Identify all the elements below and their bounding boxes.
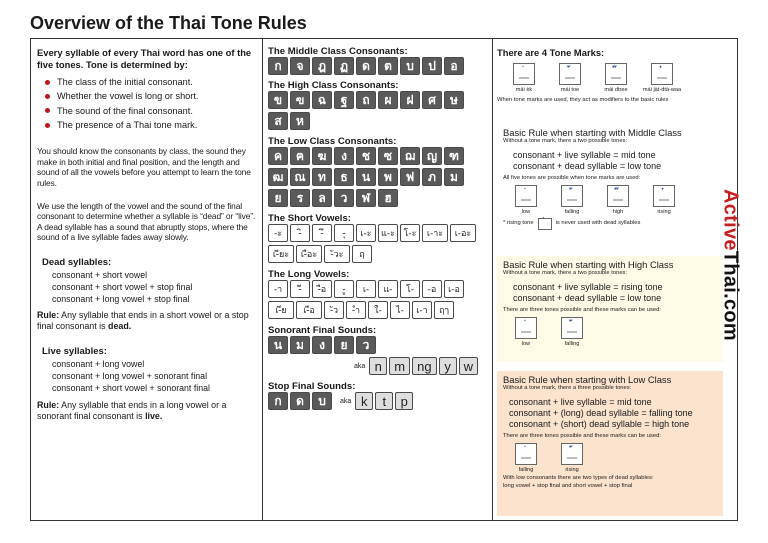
- vowel-key: แ-: [378, 280, 398, 298]
- bullet-icon: [45, 123, 50, 128]
- consonant-key: ท: [312, 168, 332, 186]
- dead-pattern: consonant + short vowel + stop final: [52, 281, 193, 292]
- tone-mark-icon: [559, 63, 581, 85]
- high-class-consonants: [268, 91, 490, 112]
- tone-mark-item: [547, 63, 593, 93]
- right-column: [497, 38, 723, 105]
- low-class-consonants: [268, 189, 490, 210]
- vowel-key: เ-ีย: [268, 301, 294, 319]
- consonant-key: ข: [268, 91, 288, 109]
- live-rule: Rule: Any syllable that ends in a long vowel or a sonorant final consonant is live.: [37, 399, 227, 421]
- sonorant-final-consonants: [268, 336, 490, 357]
- vowel-key: เ-ือ: [296, 301, 322, 319]
- tone-mark-label: low: [521, 341, 531, 348]
- consonant-key: ง: [334, 147, 354, 165]
- middle-rule-title: Basic Rule when starting with Middle Class: [503, 127, 682, 138]
- high-rule-equation: consonant + dead syllable = low tone: [513, 292, 662, 303]
- tone-mark-icon: [605, 63, 627, 85]
- dead-pattern: consonant + long vowel + stop final: [52, 293, 190, 304]
- dead-rule: Rule: Any syllable that ends in a short vowel or a stop final consonant is dead.: [37, 310, 249, 332]
- vowel-key: -ัวะ: [324, 245, 350, 263]
- consonant-key: ป: [422, 57, 442, 75]
- tone-mark-icon: [653, 185, 675, 207]
- high-tone-marks: [503, 317, 717, 347]
- consonant-key: ฐ: [334, 91, 354, 109]
- bullet-icon: [45, 80, 50, 85]
- vowel-key: -อ: [422, 280, 442, 298]
- consonant-key: ฑ: [444, 147, 464, 165]
- vowel-key: -ี: [290, 280, 310, 298]
- consonant-key: พ: [378, 168, 398, 186]
- middle-rule-subtitle: Without a tone mark, there a two possible tones:: [503, 138, 628, 144]
- consonant-key: ฒ: [268, 168, 288, 186]
- consonant-key: ก: [268, 57, 288, 75]
- tone-mark-label: rising: [657, 209, 671, 216]
- middle-class-consonants: [268, 57, 490, 78]
- consonant-key: ด: [290, 392, 310, 410]
- live-pattern: consonant + long vowel + sonorant final: [52, 371, 208, 382]
- factor-item: The presence of a Thai tone mark.: [45, 120, 257, 130]
- consonant-key: ผ: [378, 91, 398, 109]
- vowel-key: -ะ: [268, 224, 288, 242]
- consonant-key: ฆ: [312, 147, 332, 165]
- vowel-key: -ู: [334, 280, 354, 298]
- activethai-logo: ActiveThai.com: [719, 188, 742, 342]
- tone-mark-label: rising: [565, 467, 579, 474]
- tone-marks-heading: There are 4 Tone Marks:: [497, 47, 605, 58]
- consonant-key: ว: [334, 189, 354, 207]
- vowel-key: เ-าะ: [422, 224, 448, 242]
- tone-mark-icon: [515, 443, 537, 465]
- live-pattern: consonant + long vowel: [52, 359, 145, 370]
- middle-rule-note: All five tones are possible when tone marks are used:: [503, 174, 641, 181]
- consonant-key: ซ: [378, 147, 398, 165]
- consonant-key: ง: [312, 336, 332, 354]
- middle-class-heading: The Middle Class Consonants:: [268, 46, 408, 57]
- middle-tone-marks: [503, 185, 717, 215]
- vowel-key: ไ-: [390, 301, 410, 319]
- tone-mark-icon: [515, 317, 537, 339]
- factor-item: The class of the initial consonant.: [45, 77, 257, 87]
- column-divider: [262, 38, 263, 521]
- short-vowels: [268, 245, 490, 266]
- sonorant-romanization: [268, 357, 490, 378]
- high-rule-note: There are three tones possible and these marks can be used:: [503, 306, 661, 313]
- consonant-key: ย: [334, 336, 354, 354]
- tone-mark-item: [641, 185, 687, 215]
- consonant-key: ล: [312, 189, 332, 207]
- middle-rule-equation: consonant + live syllable = mid tone: [513, 149, 656, 160]
- consonant-key: ฎ: [312, 57, 332, 75]
- middle-column: [268, 38, 490, 413]
- tone-mark-icon: [561, 185, 583, 207]
- consonant-key: ฅ: [290, 147, 310, 165]
- consonant-key: น: [268, 336, 288, 354]
- low-rule-equation: consonant + (short) dead syllable = high tone: [509, 418, 690, 429]
- consonant-key: ห: [290, 112, 310, 130]
- tone-mark-label: falling: [518, 467, 534, 474]
- low-tone-marks: [503, 443, 717, 473]
- vowel-key: เ-ียะ: [268, 245, 294, 263]
- tone-mark-item: [503, 317, 549, 347]
- tone-mark-label: mái èk: [515, 87, 533, 93]
- tone-mark-item: [595, 185, 641, 215]
- consonant-key: ษ: [444, 91, 464, 109]
- consonant-key: ร: [290, 189, 310, 207]
- left-column: [37, 38, 257, 422]
- tone-mark-icon: [651, 63, 673, 85]
- tone-mark-icon: [561, 443, 583, 465]
- vowel-key: โ-ะ: [400, 224, 420, 242]
- long-vowels-heading: The Long Vowels:: [268, 269, 350, 280]
- high-class-heading: The High Class Consonants:: [268, 80, 399, 91]
- low-class-consonants: [268, 147, 490, 168]
- consonant-key: ฬ: [356, 189, 376, 207]
- consonant-key: ภ: [422, 168, 442, 186]
- consonant-key: ค: [268, 147, 288, 165]
- vowel-key: เ-อะ: [450, 224, 476, 242]
- factor-item: Whether the vowel is long or short.: [45, 91, 257, 101]
- consonant-key: บ: [312, 392, 332, 410]
- vowel-key: โ-: [400, 280, 420, 298]
- tone-mark-item: [501, 63, 547, 93]
- live-syllables-heading: Live syllables:: [42, 346, 107, 358]
- sonorant-finals-heading: Sonorant Final Sounds:: [268, 325, 377, 336]
- consonant-key: ณ: [290, 168, 310, 186]
- low-rule-subtitle: Without a tone mark, there a three possible tones:: [503, 385, 632, 391]
- consonant-note: You should know the consonants by class, the sound they make in both initial and final position, and the length and sound of all the vowels before you attempt to learn the tone rules.: [37, 146, 251, 188]
- tone-mark-icon: [561, 317, 583, 339]
- dead-pattern: consonant + short vowel: [52, 269, 148, 280]
- factor-list: [37, 77, 257, 130]
- sound-key: k: [355, 392, 373, 410]
- sound-key: p: [395, 392, 413, 410]
- vowel-key: -ัว: [324, 301, 344, 319]
- consonant-key: อ: [444, 57, 464, 75]
- stop-final-consonants: [268, 392, 334, 413]
- vowel-key: -ุ: [334, 224, 354, 242]
- consonant-key: ญ: [422, 147, 442, 165]
- vowel-key: เ-ะ: [356, 224, 376, 242]
- consonant-key: ว: [356, 336, 376, 354]
- aka-label: aka: [340, 397, 352, 405]
- tone-mark-item: [639, 63, 685, 93]
- sound-key: ng: [412, 357, 436, 375]
- consonant-key: ธ: [334, 168, 354, 186]
- vowel-key: ฤ: [352, 245, 372, 263]
- low-class-consonants: [268, 168, 490, 189]
- consonant-key: ฌ: [400, 147, 420, 165]
- tone-mark-item: [593, 63, 639, 93]
- bullet-icon: [45, 108, 50, 113]
- short-vowels-heading: The Short Vowels:: [268, 213, 351, 224]
- high-class-consonants: [268, 112, 490, 133]
- middle-rule-equation: consonant + dead syllable = low tone: [513, 160, 662, 171]
- low-rule-footnote: With low consonants there are two types of dead syllables:: [503, 475, 654, 482]
- consonant-key: ส: [268, 112, 288, 130]
- bullet-icon: [45, 94, 50, 99]
- sound-key: n: [369, 357, 387, 375]
- tone-mark-item: [503, 185, 549, 215]
- high-rule-title: Basic Rule when starting with High Class: [503, 259, 674, 270]
- tone-mark-label: mái jàt-dtà-waa: [642, 87, 682, 93]
- consonant-key: ถ: [356, 91, 376, 109]
- vowel-key: ใ-: [368, 301, 388, 319]
- tone-mark-item: [549, 443, 595, 473]
- consonant-key: ฃ: [290, 91, 310, 109]
- sound-key: t: [375, 392, 393, 410]
- consonant-key: ก: [268, 392, 288, 410]
- tone-mark-label: high: [612, 209, 624, 216]
- consonant-key: น: [356, 168, 376, 186]
- dead-syllables-heading: Dead syllables:: [42, 256, 112, 268]
- aka-label: aka: [354, 362, 366, 370]
- high-rule-equation: consonant + live syllable = rising tone: [513, 281, 663, 292]
- consonant-key: ม: [290, 336, 310, 354]
- long-vowels: [268, 280, 490, 301]
- vowel-key: -ึ: [312, 224, 332, 242]
- vowel-key: เ-: [356, 280, 376, 298]
- middle-class-rule-box: [497, 124, 723, 248]
- live-pattern: consonant + short vowel + sonorant final: [52, 382, 210, 393]
- vowel-key: -ือ: [312, 280, 332, 298]
- tone-mark-label: low: [521, 209, 531, 216]
- dead-syllables-section: [37, 257, 257, 305]
- consonant-key: ฝ: [400, 91, 420, 109]
- page-title: Overview of the Thai Tone Rules: [30, 13, 307, 33]
- consonant-key: ฮ: [378, 189, 398, 207]
- low-rule-equation: consonant + live syllable = mid tone: [509, 396, 652, 407]
- low-class-heading: The Low Class Consonants:: [268, 136, 397, 147]
- consonant-key: ศ: [422, 91, 442, 109]
- vowel-key: เ-ือะ: [296, 245, 322, 263]
- consonant-key: ฉ: [312, 91, 332, 109]
- stop-final-row: [268, 392, 490, 413]
- low-rule-footnote: long vowel + stop final and short vowel + stop final: [503, 482, 633, 489]
- tone-mark-label: mái toe: [560, 87, 580, 93]
- consonant-key: บ: [400, 57, 420, 75]
- tone-mark-item: [549, 185, 595, 215]
- consonant-key: จ: [290, 57, 310, 75]
- consonant-key: ช: [356, 147, 376, 165]
- vowel-key: ฤๅ: [434, 301, 454, 319]
- low-rule-equation: consonant + (long) dead syllable = falling tone: [509, 407, 693, 418]
- low-rule-title: Basic Rule when starting with Low Class: [503, 374, 672, 385]
- tone-mark-item: [549, 317, 595, 347]
- tone-marks-note: When tone marks are used, they act as modifiers to the basic rules: [497, 97, 669, 103]
- consonant-key: ฟ: [400, 168, 420, 186]
- dead-live-explanation: We use the length of the vowel and the sound of the final consonant to determine whether a syllable is “dead” or “live”. A dead syllable has a sound that abruptly stops, where the sound of a live syllable fades away slowly.: [37, 200, 256, 243]
- sound-key: m: [389, 357, 410, 375]
- live-syllables-section: [37, 346, 257, 394]
- high-rule-subtitle: Without a tone mark, there a two possible tones:: [503, 270, 628, 276]
- low-class-rule-box: [497, 371, 723, 516]
- tone-marks-row: [497, 63, 723, 93]
- vowel-key: -ิ: [290, 224, 310, 242]
- sonorant-sounds: [369, 357, 480, 378]
- sound-key: y: [439, 357, 457, 375]
- consonant-key: ด: [356, 57, 376, 75]
- low-rule-note: There are three tones possible and these marks can be used:: [503, 432, 661, 439]
- stop-sounds: [355, 392, 415, 413]
- consonant-key: ต: [378, 57, 398, 75]
- tone-mark-icon: [515, 185, 537, 207]
- stop-finals-heading: Stop Final Sounds:: [268, 381, 356, 392]
- vowel-key: แ-ะ: [378, 224, 398, 242]
- long-vowels: [268, 301, 490, 322]
- sound-key: w: [459, 357, 478, 375]
- vowel-key: เ-อ: [444, 280, 464, 298]
- vowel-key: เ-า: [412, 301, 432, 319]
- intro-text: Every syllable of every Thai word has one of the five tones. Tone is determined by:: [37, 47, 252, 70]
- consonant-key: ย: [268, 189, 288, 207]
- tone-mark-label: mái dtree: [604, 87, 628, 93]
- tone-mark-item: [503, 443, 549, 473]
- consonant-key: ฏ: [334, 57, 354, 75]
- consonant-key: ม: [444, 168, 464, 186]
- high-class-rule-box: [497, 256, 723, 362]
- short-vowels: [268, 224, 490, 245]
- factor-item: The sound of the final consonant.: [45, 106, 257, 116]
- vowel-key: -า: [268, 280, 288, 298]
- tone-mark-icon: [607, 185, 629, 207]
- vowel-key: -ำ: [346, 301, 366, 319]
- tone-mark-icon: [513, 63, 535, 85]
- tone-mark-label: falling: [564, 209, 580, 216]
- tone-mark-label: falling: [564, 341, 580, 348]
- rising-footnote: * rising tone is never used with dead syllables: [503, 218, 717, 230]
- column-divider: [492, 38, 493, 521]
